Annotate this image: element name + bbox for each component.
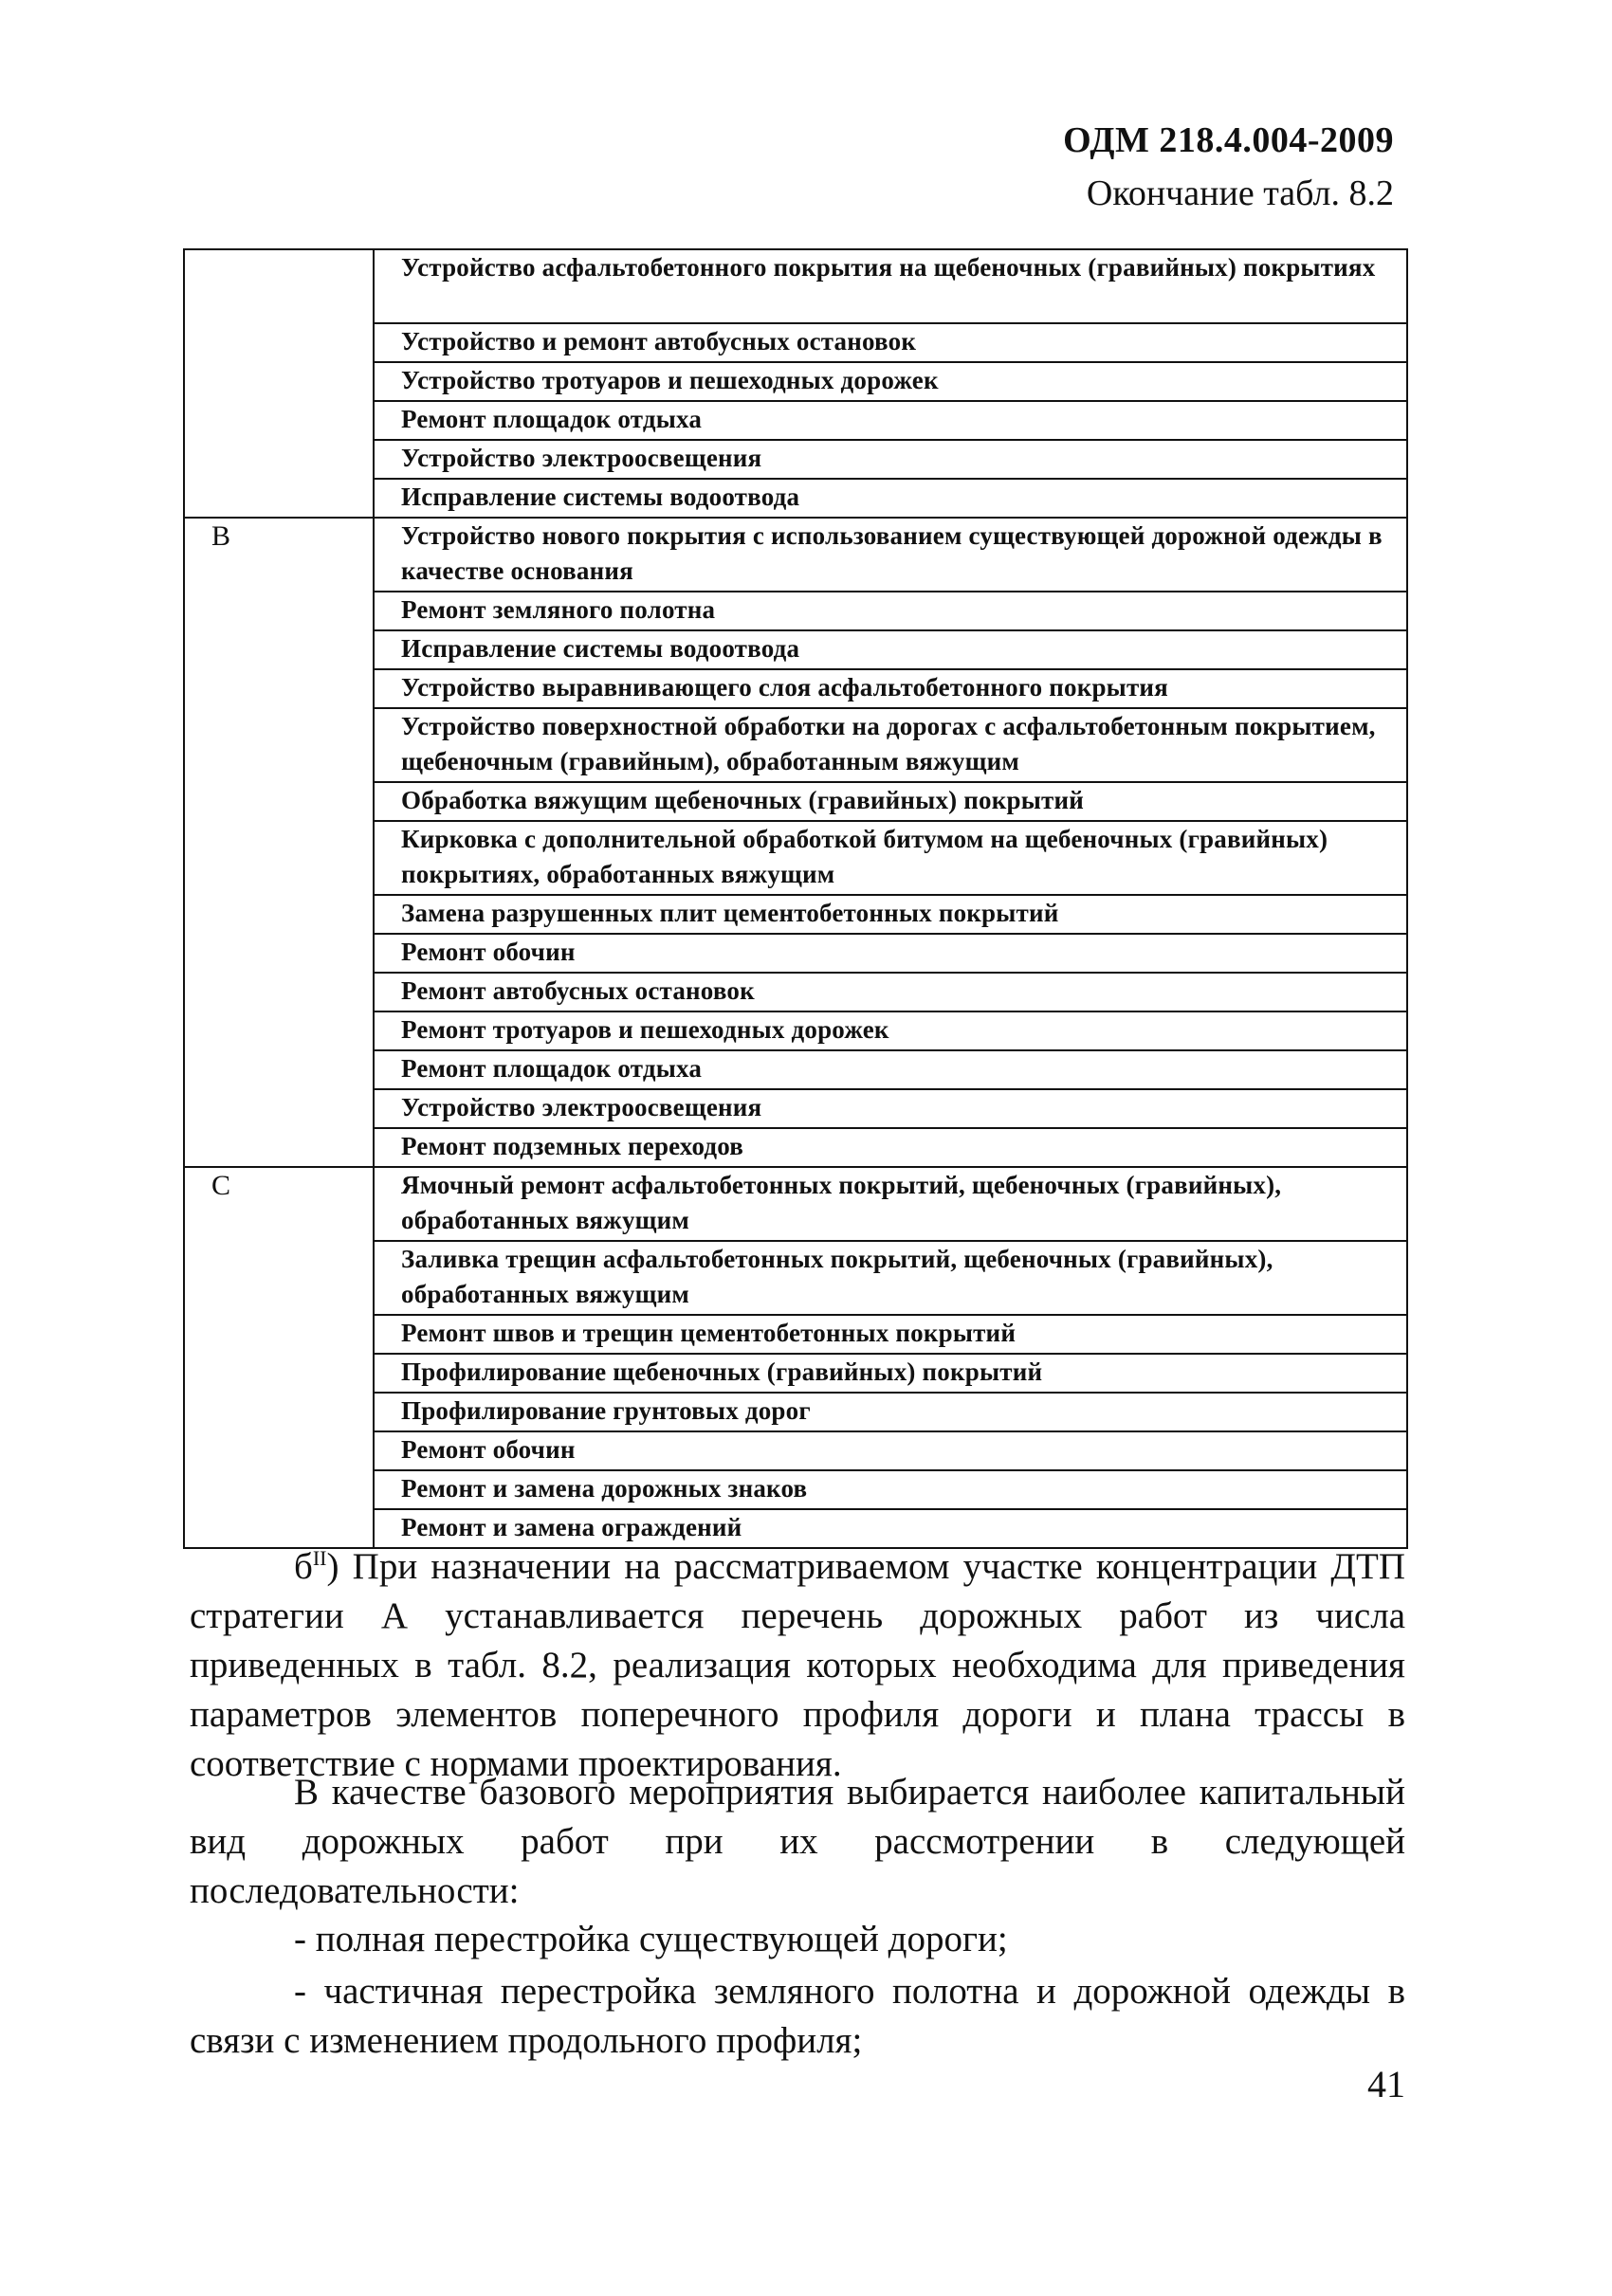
table-row (184, 1431, 1407, 1470)
paragraph-marker-sup: II (312, 1546, 327, 1570)
table-row (184, 630, 1407, 669)
table-row (184, 782, 1407, 821)
category-cell (184, 934, 374, 973)
category-cell (184, 782, 374, 821)
work-type-cell: Устройство и ремонт автобусных остановок (374, 323, 1407, 362)
road-works-table (183, 248, 1408, 1549)
category-cell (184, 821, 374, 895)
category-cell (184, 1089, 374, 1128)
table-row (184, 1354, 1407, 1393)
category-cell (184, 1241, 374, 1315)
category-cell (184, 1315, 374, 1354)
category-cell (184, 1011, 374, 1050)
category-cell (184, 630, 374, 669)
category-cell (184, 249, 374, 323)
work-type-cell: Устройство электроосвещения (374, 1089, 1407, 1128)
table-row (184, 323, 1407, 362)
work-type-cell: Ремонт и замена ограждений (374, 1509, 1407, 1548)
work-type-cell: Ямочный ремонт асфальтобетонных покрытий, щебеночных (гравийных), обработанных вяжущим (374, 1167, 1407, 1241)
work-type-cell: Ремонт земляного полотна (374, 592, 1407, 630)
work-type-cell: Замена разрушенных плит цементобетонных покрытий (374, 895, 1407, 934)
category-cell: В (184, 518, 374, 592)
table-row (184, 1167, 1407, 1241)
table-row (184, 934, 1407, 973)
work-type-cell: Кирковка с дополнительной обработкой битумом на щебеночных (гравийных) покрытиях, обработанных вяжущим (374, 821, 1407, 895)
table-row (184, 1315, 1407, 1354)
work-type-cell: Ремонт швов и трещин цементобетонных покрытий (374, 1315, 1407, 1354)
table-row (184, 401, 1407, 440)
paragraph-strategy-a (190, 1534, 1405, 1789)
table-row (184, 973, 1407, 1011)
work-type-cell: Ремонт обочин (374, 1431, 1407, 1470)
category-cell: С (184, 1167, 374, 1241)
category-cell (184, 708, 374, 782)
work-type-cell: Устройство поверхностной обработки на дорогах с асфальтобетонным покрытием, щебеночным (гравийным), обработанным вяжущим (374, 708, 1407, 782)
category-cell (184, 973, 374, 1011)
paragraph-marker: б (294, 1546, 313, 1587)
list-item: - частичная перестройка земляного полотна и дорожной одежды в связи с изменением продольного профиля; (190, 1971, 1405, 2061)
table-row (184, 1089, 1407, 1128)
category-cell (184, 1354, 374, 1393)
work-type-cell: Устройство тротуаров и пешеходных дорожек (374, 362, 1407, 401)
work-type-cell: Ремонт тротуаров и пешеходных дорожек (374, 1011, 1407, 1050)
list-item: - полная перестройка существующей дороги; (294, 1919, 1008, 1959)
table-row (184, 479, 1407, 518)
paragraph-base-measure: В качестве базового мероприятия выбирается наиболее капитальный вид дорожных работ при их рассмотрении в следующей последовательности: (190, 1772, 1405, 1911)
work-type-cell: Устройство выравнивающего слоя асфальтобетонного покрытия (374, 669, 1407, 708)
work-type-cell: Устройство электроосвещения (374, 440, 1407, 479)
work-type-cell: Устройство нового покрытия с использованием существующей дорожной одежды в качестве основания (374, 518, 1407, 592)
category-cell (184, 1393, 374, 1431)
table-row (184, 518, 1407, 592)
work-type-cell: Профилирование грунтовых дорог (374, 1393, 1407, 1431)
table-row (184, 1241, 1407, 1315)
work-type-cell: Ремонт обочин (374, 934, 1407, 973)
category-cell (184, 323, 374, 362)
table-row (184, 249, 1407, 323)
work-type-cell: Ремонт и замена дорожных знаков (374, 1470, 1407, 1509)
work-type-cell: Исправление системы водоотвода (374, 630, 1407, 669)
table-row (184, 1050, 1407, 1089)
document-code: ОДМ 218.4.004-2009 (1063, 120, 1394, 160)
table-row (184, 821, 1407, 895)
table-row (184, 440, 1407, 479)
work-type-cell: Устройство асфальтобетонного покрытия на щебеночных (гравийных) покрытиях (374, 249, 1407, 323)
category-cell (184, 592, 374, 630)
table-row (184, 708, 1407, 782)
category-cell (184, 1050, 374, 1089)
table-row (184, 1470, 1407, 1509)
table-row (184, 1128, 1407, 1167)
category-cell (184, 401, 374, 440)
category-cell (184, 1470, 374, 1509)
work-type-cell: Исправление системы водоотвода (374, 479, 1407, 518)
table-row (184, 895, 1407, 934)
table-caption: Окончание табл. 8.2 (1086, 173, 1394, 213)
category-cell (184, 1128, 374, 1167)
table-row (184, 1011, 1407, 1050)
category-cell (184, 440, 374, 479)
category-cell (184, 479, 374, 518)
table-row (184, 1393, 1407, 1431)
work-type-cell: Ремонт подземных переходов (374, 1128, 1407, 1167)
work-type-cell: Ремонт автобусных остановок (374, 973, 1407, 1011)
category-cell (184, 1431, 374, 1470)
category-cell (184, 895, 374, 934)
page-number: 41 (1367, 2063, 1405, 2105)
table-row (184, 362, 1407, 401)
category-cell (184, 362, 374, 401)
table-row (184, 592, 1407, 630)
work-type-cell: Профилирование щебеночных (гравийных) покрытий (374, 1354, 1407, 1393)
work-type-cell: Обработка вяжущим щебеночных (гравийных) покрытий (374, 782, 1407, 821)
paragraph-text: ) При назначении на рассматриваемом участке концентрации ДТП стратегии А устанавливается перечень дорожных работ из числа приведенных в табл. 8.2, реализация которых необходима для приведения параметров элементов поперечного профиля дороги и плана трассы в соответствие с нормами проектирования. (190, 1546, 1405, 1784)
work-type-cell: Ремонт площадок отдыха (374, 1050, 1407, 1089)
table-row (184, 669, 1407, 708)
category-cell (184, 669, 374, 708)
work-type-cell: Заливка трещин асфальтобетонных покрытий, щебеночных (гравийных), обработанных вяжущим (374, 1241, 1407, 1315)
work-type-cell: Ремонт площадок отдыха (374, 401, 1407, 440)
